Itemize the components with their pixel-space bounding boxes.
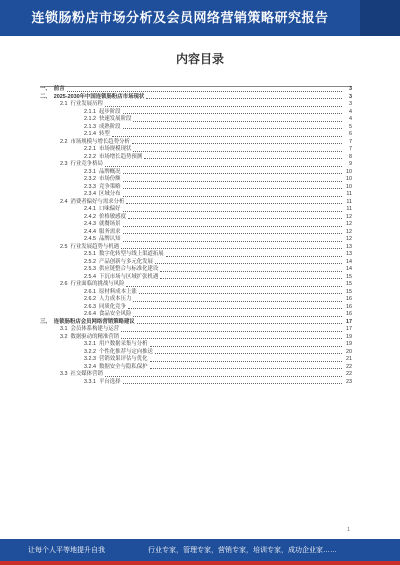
toc-entry-text: 竞争策略: [99, 183, 121, 190]
footer-accent: [0, 561, 400, 565]
toc-entry-number: 2.5.4: [84, 273, 96, 280]
toc-entry[interactable]: [40, 371, 352, 379]
toc-leader-dots: [123, 238, 342, 242]
toc-entry-text: 供应链整合与标准化建设: [99, 266, 159, 272]
toc-entry-text: 市场份额: [99, 176, 121, 182]
toc-entry-number: 2.6.4: [84, 311, 96, 317]
toc-entry-text: 连锁肠粉店会员网络营销策略建议: [53, 318, 135, 325]
toc-leader-dots: [128, 215, 342, 219]
toc-entry-page: 10: [346, 168, 352, 175]
toc-entry-page: 10: [346, 176, 352, 182]
toc-entry[interactable]: [40, 214, 352, 222]
toc-leader-dots: [132, 140, 342, 144]
toc-entry-page: 11: [346, 198, 352, 205]
toc-leader-dots: [105, 373, 342, 377]
toc-entry-number: 2.4.3: [84, 221, 96, 227]
toc-leader-dots: [105, 103, 342, 107]
toc-entry-page: 4: [349, 116, 352, 122]
toc-leader-dots: [112, 133, 342, 137]
toc-entry-number: 3.3: [60, 371, 68, 377]
toc-entry-page: 14: [346, 266, 352, 272]
footer-tagline: 行业专家，管理专家，营销专家，培训专家，成功企业家……: [148, 547, 337, 554]
toc-entry[interactable]: [40, 251, 352, 259]
toc-entry-number: 2.4: [60, 198, 68, 205]
toc-entry-text: 消费者偏好与需求分析: [70, 198, 125, 205]
toc-entry-number: 2.4.2: [84, 213, 96, 220]
toc-entry-text: 2025-2030年中国连锁肠粉店市场现状: [53, 93, 145, 100]
toc-entry-number: 一、: [40, 86, 51, 92]
header-banner: [0, 0, 400, 36]
toc-entry-page: 19: [346, 341, 352, 347]
toc-entry[interactable]: [40, 334, 352, 342]
toc-entry[interactable]: [40, 199, 352, 207]
toc-entry-number: 3.2: [60, 333, 68, 340]
toc-entry-number: 2.3.2: [84, 176, 96, 182]
toc-entry[interactable]: [40, 341, 352, 349]
toc-entry-number: 2.6.3: [84, 303, 96, 310]
toc-entry-text: 会员体系构建与运营: [70, 326, 120, 332]
toc-entry-page: 10: [346, 183, 352, 190]
toc-entry-page: 8: [349, 153, 352, 160]
footer-banner: [0, 539, 400, 565]
toc-entry-text: 就餐场景: [99, 221, 121, 227]
toc-entry-page: 14: [346, 258, 352, 265]
toc-entry[interactable]: [40, 206, 352, 214]
toc-leader-dots: [123, 125, 342, 129]
toc-entry[interactable]: [40, 236, 352, 244]
toc-entry-text: 数据驱动的精准营销: [70, 333, 120, 340]
toc-entry-page: 6: [349, 131, 352, 137]
toc-leader-dots: [155, 350, 342, 354]
toc-entry-number: 2.2.1: [84, 146, 96, 152]
toc-leader-dots: [123, 178, 342, 182]
toc-entry[interactable]: [40, 139, 352, 147]
toc-entry-text: 口味偏好: [99, 206, 121, 212]
toc-entry-number: 3.2.3: [84, 356, 96, 362]
toc-entry[interactable]: [40, 161, 352, 169]
toc-entry[interactable]: [40, 146, 352, 154]
toc-entry-number: 2.3.3: [84, 183, 96, 190]
toc-entry-number: 3.1: [60, 326, 68, 332]
toc-entry-text: 平台选择: [99, 378, 121, 385]
toc-entry-page: 21: [346, 356, 352, 362]
toc-entry-number: 2.5.2: [84, 258, 96, 265]
toc-entry-number: 3.3.1: [84, 378, 96, 385]
toc-entry-page: 7: [349, 146, 352, 152]
toc-entry-page: 23: [346, 378, 352, 385]
toc-leader-dots: [155, 260, 342, 264]
toc-entry-number: 三、: [40, 318, 51, 325]
page-number: 1: [347, 527, 350, 533]
toc-entry-number: 2.6: [60, 281, 68, 287]
toc-entry-text: 市场增长趋势预测: [99, 153, 143, 160]
toc-leader-dots: [121, 335, 342, 339]
toc-entry-number: 2.5: [60, 243, 68, 250]
toc-leader-dots: [126, 283, 342, 287]
toc-entry-text: 价格敏感度: [99, 213, 126, 220]
toc-leader-dots: [123, 208, 342, 212]
toc-entry[interactable]: [40, 221, 352, 229]
toc-leader-dots: [128, 305, 342, 309]
toc-entry-page: 12: [346, 236, 352, 242]
toc-entry-text: 起步阶段: [99, 108, 121, 115]
toc-entry-text: 市场规模与增长趋势分析: [70, 138, 130, 145]
toc-leader-dots: [160, 268, 342, 272]
toc-entry-text: 品牌认知: [99, 236, 121, 242]
toc-entry-page: 11: [346, 206, 352, 212]
toc-entry-number: 2.5.1: [84, 251, 96, 257]
toc-heading: 内容目录: [175, 52, 224, 66]
toc-entry-number: 2.1.1: [84, 108, 96, 115]
toc-entry[interactable]: [40, 379, 352, 387]
toc-entry-page: 3: [349, 101, 352, 107]
toc-entry-number: 2.1.3: [84, 123, 96, 130]
toc-entry-page: 16: [346, 296, 352, 302]
toc-leader-dots: [123, 170, 342, 174]
toc-leader-dots: [133, 298, 342, 302]
toc-entry-text: 行业发展趋势与机遇: [70, 243, 120, 250]
toc-entry-page: 17: [346, 318, 352, 325]
toc-entry[interactable]: [40, 101, 352, 109]
toc-leader-dots: [139, 290, 342, 294]
toc-entry-text: 服务需求: [99, 228, 121, 235]
toc-entry[interactable]: [40, 94, 352, 102]
toc-leader-dots: [123, 223, 342, 227]
toc-entry[interactable]: [40, 244, 352, 252]
toc-entry[interactable]: [40, 349, 352, 357]
toc-entry-page: 22: [346, 363, 352, 370]
toc-entry-text: 营销效果评估与优化: [99, 356, 148, 362]
toc-entry-text: 下沉市场与区域扩张机遇: [99, 273, 159, 280]
toc-entry-page: 22: [346, 371, 352, 377]
toc-entry-number: 2.3.4: [84, 191, 96, 197]
toc-entry-page: 4: [349, 108, 352, 115]
toc-entry-page: 12: [346, 213, 352, 220]
toc-leader-dots: [123, 230, 342, 234]
toc-entry-page: 15: [346, 273, 352, 280]
toc-entry-number: 3.2.4: [84, 363, 96, 370]
toc-entry[interactable]: [40, 116, 352, 124]
toc-leader-dots: [121, 328, 342, 332]
toc-leader-dots: [133, 313, 342, 317]
toc-entry-page: 20: [346, 348, 352, 355]
toc-entry[interactable]: [40, 296, 352, 304]
toc-entry[interactable]: [40, 124, 352, 132]
toc-entry-page: 5: [349, 123, 352, 130]
toc-entry-page: 19: [346, 333, 352, 340]
toc-entry-page: 12: [346, 221, 352, 227]
toc-leader-dots: [133, 148, 342, 152]
toc-entry-number: 2.2.2: [84, 153, 96, 160]
toc-leader-dots: [123, 110, 342, 114]
toc-entry-page: 13: [346, 243, 352, 250]
toc-entry-number: 2.1: [60, 101, 68, 107]
toc-entry[interactable]: [40, 259, 352, 267]
toc-leader-dots: [137, 320, 342, 324]
toc-entry-page: 11: [346, 191, 352, 197]
toc-entry[interactable]: [40, 154, 352, 162]
toc-entry-page: 12: [346, 228, 352, 235]
toc-entry-number: 2.1.4: [84, 131, 96, 137]
toc-entry-text: 前言: [53, 86, 65, 92]
toc-leader-dots: [105, 163, 342, 167]
toc-leader-dots: [166, 253, 342, 257]
toc-entry[interactable]: [40, 266, 352, 274]
toc-entry-text: 行业发展历程: [70, 101, 103, 107]
toc-leader-dots: [144, 155, 342, 159]
toc-entry-text: 转型: [99, 131, 110, 137]
toc-entry-text: 人力成本压力: [99, 296, 132, 302]
toc-leader-dots: [150, 358, 342, 362]
toc-entry-number: 2.1.2: [84, 116, 96, 122]
toc-entry-text: 用户数据采集与分析: [99, 341, 148, 347]
toc-entry-text: 行业面临的挑战与风险: [70, 281, 125, 287]
toc-entry-number: 2.5.3: [84, 266, 96, 272]
toc-entry-text: 市场规模现状: [99, 146, 132, 152]
toc-leader-dots: [150, 343, 342, 347]
toc-entry-number: 2.6.2: [84, 296, 96, 302]
toc-entry-text: 品牌概况: [99, 168, 121, 175]
toc-entry-number: 2.3: [60, 161, 68, 167]
toc-entry-text: 产品创新与多元化发展: [99, 258, 153, 265]
toc-leader-dots: [123, 193, 342, 197]
toc-leader-dots: [123, 185, 342, 189]
toc-entry-number: 2.2: [60, 138, 68, 145]
toc-entry-text: 个性化推荐与定向推送: [99, 348, 153, 355]
toc-entry-text: 数据安全与隐私保护: [99, 363, 148, 370]
toc-entry-page: 9: [349, 161, 352, 167]
toc-entry-number: 二、: [40, 93, 51, 100]
toc-entry[interactable]: [40, 109, 352, 117]
toc-entry-text: 快速发展阶段: [99, 116, 132, 122]
toc-entry[interactable]: [40, 326, 352, 334]
toc-entry[interactable]: [40, 86, 352, 94]
toc-entry[interactable]: [40, 304, 352, 312]
toc-entry[interactable]: [40, 229, 352, 237]
toc-entry[interactable]: [40, 191, 352, 199]
toc-entry[interactable]: [40, 274, 352, 282]
toc-entry[interactable]: [40, 356, 352, 364]
toc-entry[interactable]: [40, 311, 352, 319]
toc-entry-text: 行业竞争格局: [70, 161, 103, 167]
toc-entry-page: 15: [346, 281, 352, 287]
footer-slogan: 让每个人平等地提升自我: [28, 547, 105, 554]
toc-entry-number: 2.4.4: [84, 228, 96, 235]
toc-entry-page: 7: [349, 138, 352, 145]
toc-entry[interactable]: [40, 319, 352, 327]
table-of-contents: [40, 86, 352, 386]
toc-entry-text: 食品安全风险: [99, 311, 132, 317]
toc-entry-number: 3.2.2: [84, 348, 96, 355]
toc-entry-page: 16: [346, 303, 352, 310]
toc-entry-number: 2.4.1: [84, 206, 96, 212]
toc-entry[interactable]: [40, 281, 352, 289]
toc-leader-dots: [123, 380, 342, 384]
toc-entry-page: 16: [346, 311, 352, 317]
toc-entry-number: 2.3.1: [84, 168, 96, 175]
toc-leader-dots: [160, 275, 342, 279]
toc-entry-text: 区域分布: [99, 191, 121, 197]
toc-leader-dots: [133, 118, 342, 122]
toc-leader-dots: [67, 88, 342, 92]
toc-entry-number: 2.6.1: [84, 288, 96, 295]
toc-leader-dots: [146, 95, 342, 99]
header-stripe: [360, 0, 400, 36]
document-title: 连锁肠粉店市场分析及会员网络营销策略研究报告: [31, 10, 329, 25]
toc-entry[interactable]: [40, 364, 352, 372]
toc-entry-text: 同质化竞争: [99, 303, 126, 310]
toc-entry-page: 13: [346, 251, 352, 257]
toc-entry-number: 3.2.1: [84, 341, 96, 347]
toc-entry[interactable]: [40, 169, 352, 177]
toc-entry[interactable]: [40, 289, 352, 297]
toc-entry[interactable]: [40, 176, 352, 184]
toc-entry-page: 17: [346, 326, 352, 332]
toc-entry-text: 原材料成本上涨: [99, 288, 137, 295]
toc-leader-dots: [121, 245, 342, 249]
toc-entry-number: 2.4.5: [84, 236, 96, 242]
toc-entry-page: 15: [346, 288, 352, 295]
toc-leader-dots: [126, 200, 342, 204]
toc-leader-dots: [150, 365, 342, 369]
toc-entry[interactable]: [40, 184, 352, 192]
toc-entry[interactable]: [40, 131, 352, 139]
toc-entry-text: 社交媒体营销: [70, 371, 103, 377]
toc-entry-text: 成熟阶段: [99, 123, 121, 130]
toc-entry-page: 3: [349, 93, 352, 100]
toc-entry-page: 3: [349, 86, 352, 92]
toc-entry-text: 数字化转型与线上渠道拓展: [99, 251, 164, 257]
